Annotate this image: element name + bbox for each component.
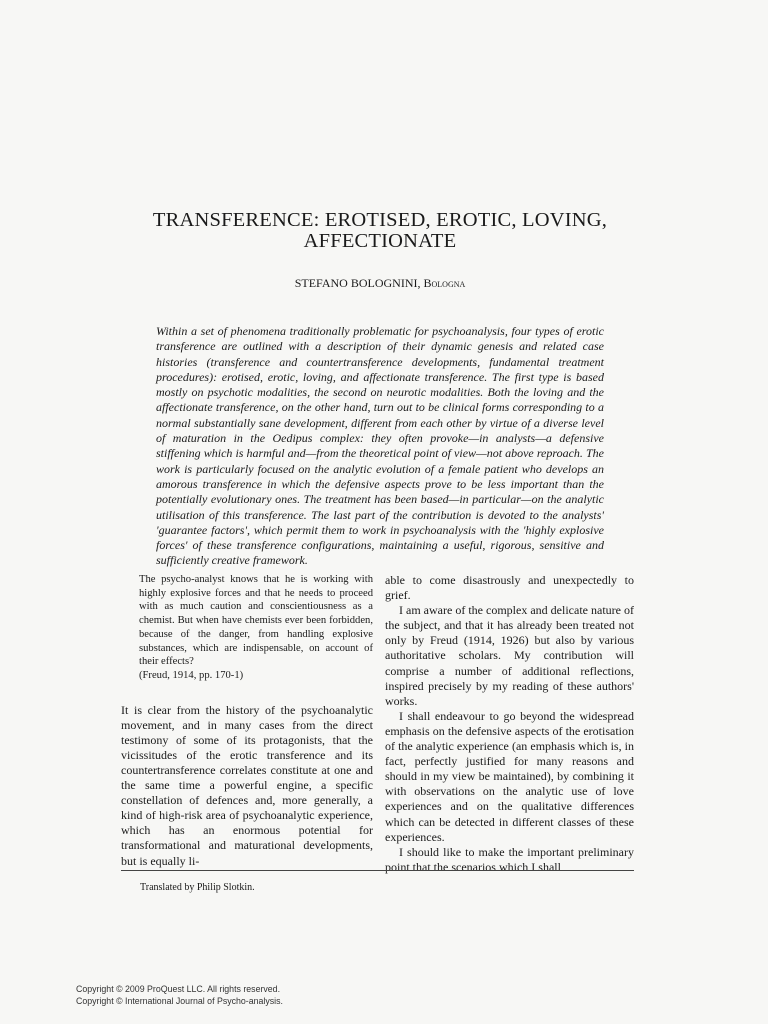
left-body-paragraph: It is clear from the history of the psychoanalytic movement, and in many cases from the direct testimony of some of its protagonists, that the vicissitudes of the erotic transference and its countertransference correlates constitute at one and the same time a powerful engine, a specific constellation of defences and, more generally, a kind of high-risk area of psychoanalytic experience, which has an enormous potential for transformational and maturational developments, but is equally li- [121,702,373,868]
title-line-1: TRANSFERENCE: EROTISED, EROTIC, LOVING, [152,209,608,231]
right-paragraph-4: I should like to make the important preliminary point that the scenarios which I shall [385,844,634,874]
copyright-line-1: Copyright © 2009 ProQuest LLC. All rights reserved. [76,984,281,994]
author-name: STEFANO BOLOGNINI, [294,276,424,290]
footnote-divider [121,870,634,871]
abstract [156,324,604,569]
article-title [120,210,640,252]
right-paragraph-3: I shall endeavour to go beyond the widespread emphasis on the defensive aspects of the erotisation of the analytic experience (an emphasis which is, in fact, perfectly justified for many reasons and should in my view be maintained), by combining it with observations on the analytic use of love experiences and on the qualitative differences which can be detected in different classes of these experiences. [385,708,634,844]
copyright-line-2: Copyright © International Journal of Psycho-analysis. [76,996,283,1006]
copyright-notice [76,983,283,1007]
epigraph: The psycho-analyst knows that he is working with highly explosive forces and that he needs to proceed with as much caution and conscientiousness as a chemist. But when have chemists ever been forbidden, because of the danger, from handling explosive substances, which are indispensable, on account of their effects? [139,574,373,668]
title-line-2: AFFECTIONATE [303,230,457,252]
right-paragraph-2: I am aware of the complex and delicate nature of the subject, and that it has already been treated not only by Freud (1914, 1926) but also by various authoritative scholars. My contribution will comprise a number of additional reflections, inspired precisely by my reading of these authors' works. [385,603,634,708]
right-column [385,573,634,875]
abstract-text: Within a set of phenomena traditionally problematic for psychoanalysis, four types of erotic transference are outlined with a description of their dynamic genesis and related case histories (transference and countertransference developments, fundamental treatment procedures): erotised, erotic, loving, and affectionate transference. The first type is based mostly on psychotic modalities, the second on neurotic modalities. Both the loving and the affectionate transference, on the other hand, turn out to be clinical forms corresponding to a normal substantially sane development, different from each other by virtue of a diverse level of maturation in the Oedipus complex: they often provoke—in analysts—a defensive stiffening which is harmful and—from the theoretical point of view—not above reproach. The work is particularly focused on the analytic evolution of a female patient who develops an amorous transference in which the defensive aspects prove to be less important than the potentially evolutionary ones. The treatment has been based—in particular—on the analytic utilisation of this transference. The last part of the contribution is devoted to the analysts' 'guarantee factors', which permit them to work in psychoanalysis with the 'highly explosive forces' of these transference configurations, maintaining a useful, rigorous, sensitive and sufficiently creative framework. [156,324,604,568]
left-column [121,573,373,869]
right-paragraph-1: able to come disastrously and unexpectedly to grief. [385,573,634,603]
author-line [120,276,640,291]
author-place: Bologna [423,276,466,290]
epigraph-citation: (Freud, 1914, pp. 170-1) [139,669,244,681]
translator-note: Translated by Philip Slotkin. [140,882,255,893]
